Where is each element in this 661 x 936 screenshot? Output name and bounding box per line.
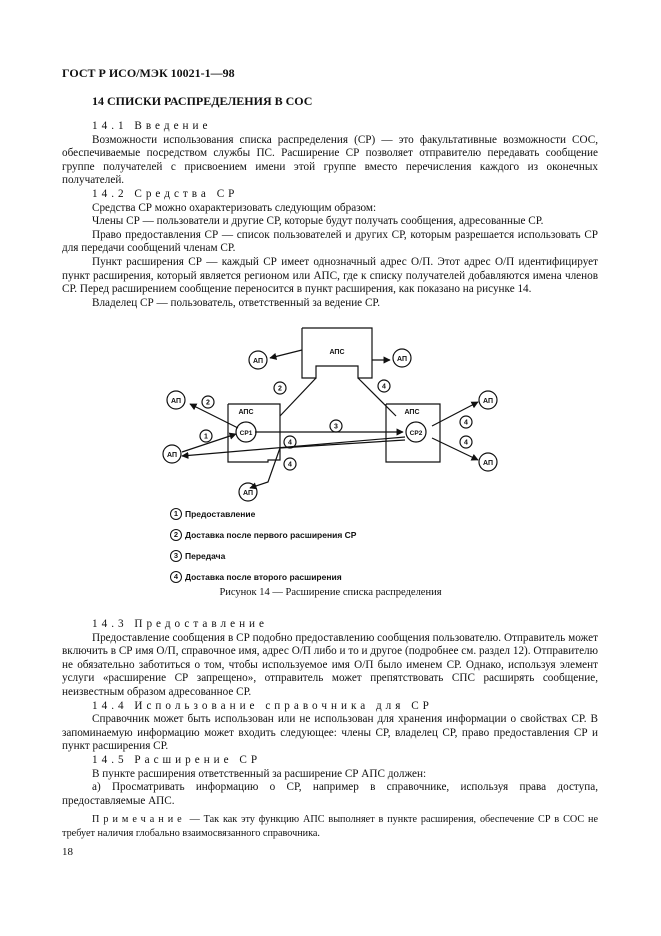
note-label: Примечание	[92, 814, 186, 825]
s142-p5: Владелец СР — пользователь, ответственный за ведение СР.	[92, 296, 381, 309]
distribution-list-diagram	[150, 322, 520, 502]
legend-item	[170, 503, 356, 524]
s141-title: 14.1 Введение	[92, 120, 212, 132]
arrow-cp1-ap1	[190, 404, 238, 428]
s142-p2: Члены СР — пользователи и другие СР, которые будут получать сообщения, адресованные СР.	[92, 215, 544, 228]
page-number: 18	[62, 846, 73, 858]
step-number: 2	[206, 399, 210, 407]
legend-number: 3	[170, 550, 182, 562]
step-number: 4	[382, 383, 386, 391]
arrow-cp2-ap5	[432, 438, 478, 460]
aps-left-label: АПС	[238, 409, 254, 416]
line-aps-top-right	[358, 378, 396, 416]
ap-label: АП	[397, 356, 407, 363]
legend-number: 2	[170, 529, 182, 541]
arrow-cp2-ap3	[250, 440, 405, 488]
figure-caption: Рисунок 14 — Расширение списка распределения	[219, 587, 442, 598]
arrow-apstop-ap6	[270, 350, 302, 358]
legend-text: Доставка после второго расширения	[185, 571, 342, 582]
step-number: 4	[288, 461, 292, 469]
note	[62, 813, 598, 840]
s141-text: Возможности использования списка распределения (СР) — это факультативные возможности СОС, обеспечиваемые посредством службы ПС. Расширение СР позволяет отправителю передавать сообщение группе получателей с присвоением имени этой группе вместо перечисления каждого из оконечных получателей.	[62, 133, 598, 187]
s143-text: Предоставление сообщения в СР подобно предоставлению сообщения пользователю. Отправитель может включить в СР имя О/П, справочное имя, адрес О/П либо и то и другое (подробнее см. раздел 12). Отправителю не обязательно заботиться о том, чтобы используемое имя О/П было именем СР. Однако, используя элемент услуги «расширение СР запрещено», отправитель может препятствовать СПС расширять сообщение, неизвестным образом адресованное СР.	[62, 631, 598, 698]
ap-label: АП	[253, 358, 263, 365]
legend-text: Передача	[185, 550, 226, 561]
s143-title: 14.3 Предоставление	[92, 618, 269, 630]
step-number: 1	[204, 433, 208, 441]
ap-label: АП	[483, 398, 493, 405]
ap-label: АП	[483, 460, 493, 467]
step-number: 2	[278, 385, 282, 393]
s142-p4: Пункт расширения СР — каждый СР имеет однозначный адрес О/П. Этот адрес О/П идентифицирует пункт расширения, который является регионом или АПС, где к списку получателей добавляются имена членов СР. Перед расширением сообщение переносится в пункт расширения, как показано на рисунке 14.	[62, 255, 598, 296]
s145-p1: В пункте расширения ответственный за расширение СР АПС должен:	[92, 767, 427, 780]
legend-item	[170, 545, 356, 566]
step-number: 4	[464, 419, 468, 427]
note-text: — Так как эту функцию АПС выполняет в пункте расширения, обеспечение СР в СОС не требует наличия глобально взаимосвязанного справочника.	[62, 814, 599, 839]
s144-text: Справочник может быть использован или не использован для хранения информации о свойствах СР. В запоминаемую информацию может входить следующее: члены СР, владелец СР, право предоставления СР и пункт расширения СР.	[62, 713, 598, 753]
legend-item	[170, 566, 356, 587]
legend-number: 4	[170, 571, 182, 583]
legend-item	[170, 524, 356, 545]
s142-p3: Право предоставления СР — список пользователей и других СР, которым разрешается использовать СР для передачи сообщений членам СР.	[62, 228, 598, 255]
cp1-label: СР1	[239, 430, 253, 437]
section-title: 14 СПИСКИ РАСПРЕДЕЛЕНИЯ В СОС	[92, 94, 313, 108]
legend-text: Доставка после первого расширения СР	[185, 529, 357, 540]
step-number: 4	[288, 439, 292, 447]
s145-title: 14.5 Расширение СР	[92, 753, 262, 766]
step-number: 3	[334, 423, 338, 431]
step-number: 4	[464, 439, 468, 447]
ap-label: АП	[171, 398, 181, 405]
document-header: ГОСТ Р ИСО/МЭК 10021-1—98	[62, 66, 235, 80]
aps-right-label: АПС	[404, 409, 420, 416]
ap-label: АП	[167, 452, 177, 459]
s142-title: 14.2 Средства СР	[92, 187, 239, 200]
s144-title: 14.4 Использование справочника для СР	[92, 699, 433, 712]
s145-p2: а) Просматривать информацию о СР, например в справочнике, используя права доступа, предоставляемые АПС.	[62, 781, 598, 807]
diagram-legend	[170, 503, 356, 587]
line-aps-top-left	[280, 378, 316, 416]
ap-label: АП	[243, 490, 253, 497]
arrow-cp2-ap4	[432, 402, 478, 426]
aps-top-label: АПС	[329, 349, 345, 356]
legend-number: 1	[170, 508, 182, 520]
section-14-3-5	[62, 618, 598, 808]
section-14-1-2	[62, 120, 598, 310]
s142-p1: Средства СР можно охарактеризовать следующим образом:	[92, 201, 377, 214]
cp2-label: СР2	[409, 430, 423, 437]
legend-text: Предоставление	[185, 508, 256, 519]
